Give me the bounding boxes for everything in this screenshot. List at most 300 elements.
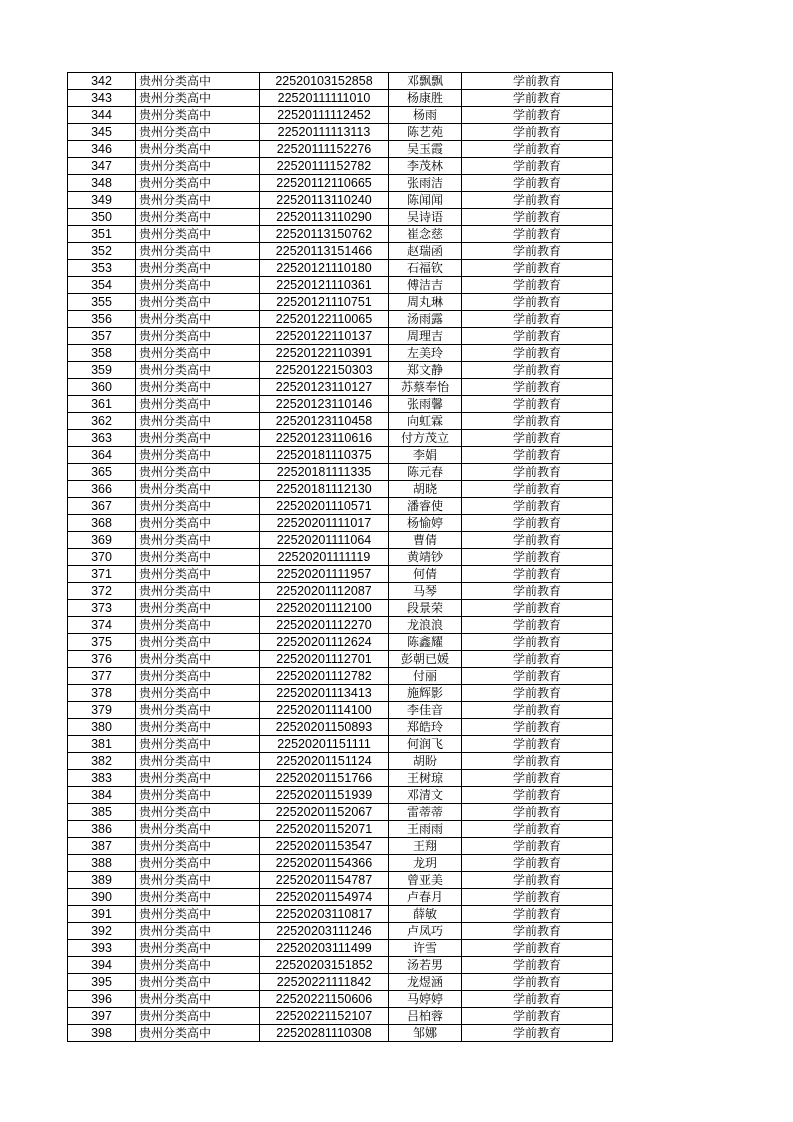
table-row bbox=[68, 73, 613, 90]
student-name-cell: 吕柏蓉 bbox=[389, 1008, 462, 1025]
admission-type-cell: 贵州分类高中 bbox=[136, 464, 260, 481]
major-cell: 学前教育 bbox=[462, 770, 613, 787]
admission-type-cell: 贵州分类高中 bbox=[136, 328, 260, 345]
major-cell: 学前教育 bbox=[462, 974, 613, 991]
admission-type-cell: 贵州分类高中 bbox=[136, 243, 260, 260]
major-cell: 学前教育 bbox=[462, 447, 613, 464]
major-cell: 学前教育 bbox=[462, 753, 613, 770]
row-number-cell: 387 bbox=[68, 838, 136, 855]
admission-type-cell: 贵州分类高中 bbox=[136, 107, 260, 124]
admission-type-cell: 贵州分类高中 bbox=[136, 277, 260, 294]
table-body bbox=[68, 73, 613, 1042]
table-row bbox=[68, 974, 613, 991]
table-row bbox=[68, 532, 613, 549]
exam-id-cell: 22520203111499 bbox=[260, 940, 389, 957]
row-number-cell: 384 bbox=[68, 787, 136, 804]
admission-type-cell: 贵州分类高中 bbox=[136, 260, 260, 277]
row-number-cell: 367 bbox=[68, 498, 136, 515]
table-row bbox=[68, 175, 613, 192]
exam-id-cell: 22520111152782 bbox=[260, 158, 389, 175]
admission-type-cell: 贵州分类高中 bbox=[136, 192, 260, 209]
admission-type-cell: 贵州分类高中 bbox=[136, 158, 260, 175]
exam-id-cell: 22520181110375 bbox=[260, 447, 389, 464]
exam-id-cell: 22520111152276 bbox=[260, 141, 389, 158]
row-number-cell: 357 bbox=[68, 328, 136, 345]
student-name-cell: 陈鑫耀 bbox=[389, 634, 462, 651]
table-row bbox=[68, 1008, 613, 1025]
major-cell: 学前教育 bbox=[462, 243, 613, 260]
row-number-cell: 391 bbox=[68, 906, 136, 923]
table-row bbox=[68, 328, 613, 345]
row-number-cell: 348 bbox=[68, 175, 136, 192]
exam-id-cell: 22520201112100 bbox=[260, 600, 389, 617]
table-row bbox=[68, 192, 613, 209]
student-name-cell: 陈艺苑 bbox=[389, 124, 462, 141]
table-row bbox=[68, 413, 613, 430]
student-name-cell: 曹倩 bbox=[389, 532, 462, 549]
student-name-cell: 胡盼 bbox=[389, 753, 462, 770]
exam-id-cell: 22520121110180 bbox=[260, 260, 389, 277]
admission-type-cell: 贵州分类高中 bbox=[136, 141, 260, 158]
exam-id-cell: 22520221150606 bbox=[260, 991, 389, 1008]
exam-id-cell: 22520201152071 bbox=[260, 821, 389, 838]
student-name-cell: 张雨馨 bbox=[389, 396, 462, 413]
admission-type-cell: 贵州分类高中 bbox=[136, 532, 260, 549]
exam-id-cell: 22520123110458 bbox=[260, 413, 389, 430]
admission-type-cell: 贵州分类高中 bbox=[136, 685, 260, 702]
table-row bbox=[68, 345, 613, 362]
student-name-cell: 郑文静 bbox=[389, 362, 462, 379]
exam-id-cell: 22520201112624 bbox=[260, 634, 389, 651]
row-number-cell: 370 bbox=[68, 549, 136, 566]
row-number-cell: 366 bbox=[68, 481, 136, 498]
major-cell: 学前教育 bbox=[462, 566, 613, 583]
admission-type-cell: 贵州分类高中 bbox=[136, 821, 260, 838]
major-cell: 学前教育 bbox=[462, 736, 613, 753]
row-number-cell: 374 bbox=[68, 617, 136, 634]
table-row bbox=[68, 260, 613, 277]
major-cell: 学前教育 bbox=[462, 906, 613, 923]
exam-id-cell: 22520112110665 bbox=[260, 175, 389, 192]
major-cell: 学前教育 bbox=[462, 311, 613, 328]
table-row bbox=[68, 889, 613, 906]
table-row bbox=[68, 651, 613, 668]
exam-id-cell: 22520201112701 bbox=[260, 651, 389, 668]
major-cell: 学前教育 bbox=[462, 209, 613, 226]
student-name-cell: 黄靖钞 bbox=[389, 549, 462, 566]
major-cell: 学前教育 bbox=[462, 141, 613, 158]
row-number-cell: 350 bbox=[68, 209, 136, 226]
table-row bbox=[68, 855, 613, 872]
exam-id-cell: 22520123110146 bbox=[260, 396, 389, 413]
exam-id-cell: 22520111113113 bbox=[260, 124, 389, 141]
admission-type-cell: 贵州分类高中 bbox=[136, 702, 260, 719]
student-name-cell: 雷蒂蒂 bbox=[389, 804, 462, 821]
row-number-cell: 351 bbox=[68, 226, 136, 243]
row-number-cell: 381 bbox=[68, 736, 136, 753]
student-name-cell: 邓清文 bbox=[389, 787, 462, 804]
row-number-cell: 349 bbox=[68, 192, 136, 209]
admission-type-cell: 贵州分类高中 bbox=[136, 838, 260, 855]
row-number-cell: 354 bbox=[68, 277, 136, 294]
table-row bbox=[68, 753, 613, 770]
admission-type-cell: 贵州分类高中 bbox=[136, 73, 260, 90]
table-row bbox=[68, 158, 613, 175]
admission-type-cell: 贵州分类高中 bbox=[136, 447, 260, 464]
row-number-cell: 359 bbox=[68, 362, 136, 379]
admission-type-cell: 贵州分类高中 bbox=[136, 991, 260, 1008]
student-name-cell: 杨康胜 bbox=[389, 90, 462, 107]
table-row bbox=[68, 379, 613, 396]
row-number-cell: 353 bbox=[68, 260, 136, 277]
admission-type-cell: 贵州分类高中 bbox=[136, 566, 260, 583]
table-row bbox=[68, 770, 613, 787]
major-cell: 学前教育 bbox=[462, 719, 613, 736]
row-number-cell: 379 bbox=[68, 702, 136, 719]
student-name-cell: 付丽 bbox=[389, 668, 462, 685]
student-name-cell: 邹娜 bbox=[389, 1025, 462, 1042]
major-cell: 学前教育 bbox=[462, 396, 613, 413]
student-name-cell: 卢凤巧 bbox=[389, 923, 462, 940]
admission-type-cell: 贵州分类高中 bbox=[136, 957, 260, 974]
exam-id-cell: 22520113110240 bbox=[260, 192, 389, 209]
major-cell: 学前教育 bbox=[462, 1008, 613, 1025]
table-row bbox=[68, 685, 613, 702]
exam-id-cell: 22520201114100 bbox=[260, 702, 389, 719]
table-row bbox=[68, 668, 613, 685]
admission-type-cell: 贵州分类高中 bbox=[136, 430, 260, 447]
table-row bbox=[68, 481, 613, 498]
table-row bbox=[68, 957, 613, 974]
student-name-cell: 王树琼 bbox=[389, 770, 462, 787]
exam-id-cell: 22520201151124 bbox=[260, 753, 389, 770]
row-number-cell: 398 bbox=[68, 1025, 136, 1042]
admission-type-cell: 贵州分类高中 bbox=[136, 226, 260, 243]
row-number-cell: 365 bbox=[68, 464, 136, 481]
exam-id-cell: 22520123110127 bbox=[260, 379, 389, 396]
admission-type-cell: 贵州分类高中 bbox=[136, 498, 260, 515]
row-number-cell: 342 bbox=[68, 73, 136, 90]
exam-id-cell: 22520201111017 bbox=[260, 515, 389, 532]
admission-type-cell: 贵州分类高中 bbox=[136, 1025, 260, 1042]
major-cell: 学前教育 bbox=[462, 430, 613, 447]
student-name-cell: 张雨洁 bbox=[389, 175, 462, 192]
admission-type-cell: 贵州分类高中 bbox=[136, 668, 260, 685]
exam-id-cell: 22520201151766 bbox=[260, 770, 389, 787]
exam-id-cell: 22520201154366 bbox=[260, 855, 389, 872]
major-cell: 学前教育 bbox=[462, 362, 613, 379]
major-cell: 学前教育 bbox=[462, 923, 613, 940]
row-number-cell: 358 bbox=[68, 345, 136, 362]
row-number-cell: 394 bbox=[68, 957, 136, 974]
major-cell: 学前教育 bbox=[462, 617, 613, 634]
exam-id-cell: 22520201112782 bbox=[260, 668, 389, 685]
row-number-cell: 382 bbox=[68, 753, 136, 770]
exam-id-cell: 22520221152107 bbox=[260, 1008, 389, 1025]
major-cell: 学前教育 bbox=[462, 702, 613, 719]
table-row bbox=[68, 498, 613, 515]
major-cell: 学前教育 bbox=[462, 413, 613, 430]
admission-type-cell: 贵州分类高中 bbox=[136, 872, 260, 889]
row-number-cell: 346 bbox=[68, 141, 136, 158]
admission-type-cell: 贵州分类高中 bbox=[136, 855, 260, 872]
major-cell: 学前教育 bbox=[462, 124, 613, 141]
exam-id-cell: 22520201151939 bbox=[260, 787, 389, 804]
table-row bbox=[68, 311, 613, 328]
admission-type-cell: 贵州分类高中 bbox=[136, 396, 260, 413]
exam-id-cell: 22520122110137 bbox=[260, 328, 389, 345]
student-name-cell: 左美玲 bbox=[389, 345, 462, 362]
table-row bbox=[68, 430, 613, 447]
row-number-cell: 390 bbox=[68, 889, 136, 906]
exam-id-cell: 22520201153547 bbox=[260, 838, 389, 855]
major-cell: 学前教育 bbox=[462, 175, 613, 192]
table-row bbox=[68, 90, 613, 107]
table-row bbox=[68, 617, 613, 634]
table-row bbox=[68, 838, 613, 855]
admission-type-cell: 贵州分类高中 bbox=[136, 175, 260, 192]
student-name-cell: 石福钦 bbox=[389, 260, 462, 277]
table-row bbox=[68, 566, 613, 583]
row-number-cell: 388 bbox=[68, 855, 136, 872]
student-name-cell: 马琴 bbox=[389, 583, 462, 600]
major-cell: 学前教育 bbox=[462, 260, 613, 277]
major-cell: 学前教育 bbox=[462, 107, 613, 124]
admission-type-cell: 贵州分类高中 bbox=[136, 413, 260, 430]
table-row bbox=[68, 396, 613, 413]
major-cell: 学前教育 bbox=[462, 498, 613, 515]
row-number-cell: 356 bbox=[68, 311, 136, 328]
major-cell: 学前教育 bbox=[462, 855, 613, 872]
row-number-cell: 361 bbox=[68, 396, 136, 413]
row-number-cell: 380 bbox=[68, 719, 136, 736]
table-row bbox=[68, 515, 613, 532]
table-row bbox=[68, 991, 613, 1008]
admission-type-cell: 贵州分类高中 bbox=[136, 311, 260, 328]
row-number-cell: 377 bbox=[68, 668, 136, 685]
row-number-cell: 364 bbox=[68, 447, 136, 464]
table-row bbox=[68, 702, 613, 719]
student-name-cell: 陈闻闻 bbox=[389, 192, 462, 209]
admission-type-cell: 贵州分类高中 bbox=[136, 124, 260, 141]
student-name-cell: 周理吉 bbox=[389, 328, 462, 345]
exam-id-cell: 22520113150762 bbox=[260, 226, 389, 243]
student-name-cell: 何润飞 bbox=[389, 736, 462, 753]
major-cell: 学前教育 bbox=[462, 583, 613, 600]
major-cell: 学前教育 bbox=[462, 957, 613, 974]
exam-id-cell: 22520201111119 bbox=[260, 549, 389, 566]
table-row bbox=[68, 583, 613, 600]
major-cell: 学前教育 bbox=[462, 634, 613, 651]
table-row bbox=[68, 600, 613, 617]
table-row bbox=[68, 787, 613, 804]
row-number-cell: 347 bbox=[68, 158, 136, 175]
major-cell: 学前教育 bbox=[462, 294, 613, 311]
student-name-cell: 汤若男 bbox=[389, 957, 462, 974]
admission-type-cell: 贵州分类高中 bbox=[136, 974, 260, 991]
student-name-cell: 汤雨露 bbox=[389, 311, 462, 328]
exam-id-cell: 22520113110290 bbox=[260, 209, 389, 226]
student-name-cell: 邓飘飘 bbox=[389, 73, 462, 90]
admission-type-cell: 贵州分类高中 bbox=[136, 515, 260, 532]
major-cell: 学前教育 bbox=[462, 600, 613, 617]
row-number-cell: 345 bbox=[68, 124, 136, 141]
table-row bbox=[68, 464, 613, 481]
admission-type-cell: 贵州分类高中 bbox=[136, 906, 260, 923]
major-cell: 学前教育 bbox=[462, 1025, 613, 1042]
admission-type-cell: 贵州分类高中 bbox=[136, 923, 260, 940]
student-name-cell: 许雪 bbox=[389, 940, 462, 957]
row-number-cell: 362 bbox=[68, 413, 136, 430]
major-cell: 学前教育 bbox=[462, 804, 613, 821]
row-number-cell: 393 bbox=[68, 940, 136, 957]
row-number-cell: 385 bbox=[68, 804, 136, 821]
major-cell: 学前教育 bbox=[462, 651, 613, 668]
student-name-cell: 龙浪浪 bbox=[389, 617, 462, 634]
table-row bbox=[68, 141, 613, 158]
admission-type-cell: 贵州分类高中 bbox=[136, 379, 260, 396]
student-name-cell: 陈元春 bbox=[389, 464, 462, 481]
exam-id-cell: 22520122150303 bbox=[260, 362, 389, 379]
exam-id-cell: 22520201152067 bbox=[260, 804, 389, 821]
exam-id-cell: 22520203110817 bbox=[260, 906, 389, 923]
row-number-cell: 396 bbox=[68, 991, 136, 1008]
student-name-cell: 吴玉霞 bbox=[389, 141, 462, 158]
table-row bbox=[68, 634, 613, 651]
exam-id-cell: 22520113151466 bbox=[260, 243, 389, 260]
admission-type-cell: 贵州分类高中 bbox=[136, 294, 260, 311]
major-cell: 学前教育 bbox=[462, 379, 613, 396]
table-row bbox=[68, 362, 613, 379]
row-number-cell: 343 bbox=[68, 90, 136, 107]
exam-id-cell: 22520203151852 bbox=[260, 957, 389, 974]
student-name-cell: 杨愉婷 bbox=[389, 515, 462, 532]
admission-type-cell: 贵州分类高中 bbox=[136, 889, 260, 906]
admission-type-cell: 贵州分类高中 bbox=[136, 736, 260, 753]
row-number-cell: 376 bbox=[68, 651, 136, 668]
student-name-cell: 王雨雨 bbox=[389, 821, 462, 838]
admission-type-cell: 贵州分类高中 bbox=[136, 804, 260, 821]
exam-id-cell: 22520121110751 bbox=[260, 294, 389, 311]
admission-type-cell: 贵州分类高中 bbox=[136, 940, 260, 957]
major-cell: 学前教育 bbox=[462, 464, 613, 481]
student-name-cell: 王翔 bbox=[389, 838, 462, 855]
admission-type-cell: 贵州分类高中 bbox=[136, 600, 260, 617]
table-row bbox=[68, 906, 613, 923]
major-cell: 学前教育 bbox=[462, 940, 613, 957]
major-cell: 学前教育 bbox=[462, 90, 613, 107]
admission-type-cell: 贵州分类高中 bbox=[136, 1008, 260, 1025]
student-name-cell: 龙煜涵 bbox=[389, 974, 462, 991]
row-number-cell: 372 bbox=[68, 583, 136, 600]
student-name-cell: 薛敏 bbox=[389, 906, 462, 923]
student-name-cell: 苏蔡奉怡 bbox=[389, 379, 462, 396]
exam-id-cell: 22520103152858 bbox=[260, 73, 389, 90]
table-row bbox=[68, 719, 613, 736]
student-name-cell: 曾亚美 bbox=[389, 872, 462, 889]
table-row bbox=[68, 226, 613, 243]
exam-id-cell: 22520111111010 bbox=[260, 90, 389, 107]
exam-id-cell: 22520122110391 bbox=[260, 345, 389, 362]
table-row bbox=[68, 923, 613, 940]
student-name-cell: 马婷婷 bbox=[389, 991, 462, 1008]
exam-id-cell: 22520201113413 bbox=[260, 685, 389, 702]
major-cell: 学前教育 bbox=[462, 838, 613, 855]
student-name-cell: 潘睿使 bbox=[389, 498, 462, 515]
admission-type-cell: 贵州分类高中 bbox=[136, 583, 260, 600]
major-cell: 学前教育 bbox=[462, 192, 613, 209]
major-cell: 学前教育 bbox=[462, 73, 613, 90]
major-cell: 学前教育 bbox=[462, 345, 613, 362]
student-name-cell: 彭朝已媛 bbox=[389, 651, 462, 668]
row-number-cell: 389 bbox=[68, 872, 136, 889]
major-cell: 学前教育 bbox=[462, 515, 613, 532]
exam-id-cell: 22520201154974 bbox=[260, 889, 389, 906]
student-name-cell: 赵瑞函 bbox=[389, 243, 462, 260]
table-row bbox=[68, 549, 613, 566]
exam-id-cell: 22520203111246 bbox=[260, 923, 389, 940]
exam-id-cell: 22520201112087 bbox=[260, 583, 389, 600]
row-number-cell: 386 bbox=[68, 821, 136, 838]
admission-type-cell: 贵州分类高中 bbox=[136, 617, 260, 634]
admission-type-cell: 贵州分类高中 bbox=[136, 719, 260, 736]
major-cell: 学前教育 bbox=[462, 532, 613, 549]
table-row bbox=[68, 447, 613, 464]
student-name-cell: 付方茂立 bbox=[389, 430, 462, 447]
exam-id-cell: 22520201154787 bbox=[260, 872, 389, 889]
exam-id-cell: 22520123110616 bbox=[260, 430, 389, 447]
exam-id-cell: 22520181111335 bbox=[260, 464, 389, 481]
student-name-cell: 龙玥 bbox=[389, 855, 462, 872]
student-name-cell: 段景荣 bbox=[389, 600, 462, 617]
row-number-cell: 373 bbox=[68, 600, 136, 617]
student-name-cell: 周丸琳 bbox=[389, 294, 462, 311]
admission-type-cell: 贵州分类高中 bbox=[136, 549, 260, 566]
student-name-cell: 胡晓 bbox=[389, 481, 462, 498]
student-name-cell: 向虹霖 bbox=[389, 413, 462, 430]
major-cell: 学前教育 bbox=[462, 481, 613, 498]
student-name-cell: 李佳音 bbox=[389, 702, 462, 719]
row-number-cell: 383 bbox=[68, 770, 136, 787]
student-name-cell: 何倩 bbox=[389, 566, 462, 583]
admission-type-cell: 贵州分类高中 bbox=[136, 787, 260, 804]
admission-type-cell: 贵州分类高中 bbox=[136, 481, 260, 498]
row-number-cell: 344 bbox=[68, 107, 136, 124]
major-cell: 学前教育 bbox=[462, 668, 613, 685]
table-row bbox=[68, 821, 613, 838]
major-cell: 学前教育 bbox=[462, 787, 613, 804]
row-number-cell: 363 bbox=[68, 430, 136, 447]
table-row bbox=[68, 1025, 613, 1042]
table-row bbox=[68, 804, 613, 821]
student-name-cell: 施辉影 bbox=[389, 685, 462, 702]
table-row bbox=[68, 940, 613, 957]
exam-id-cell: 22520201112270 bbox=[260, 617, 389, 634]
exam-id-cell: 22520281110308 bbox=[260, 1025, 389, 1042]
row-number-cell: 392 bbox=[68, 923, 136, 940]
student-name-cell: 崔念慈 bbox=[389, 226, 462, 243]
major-cell: 学前教育 bbox=[462, 821, 613, 838]
exam-id-cell: 22520201111957 bbox=[260, 566, 389, 583]
admission-type-cell: 贵州分类高中 bbox=[136, 753, 260, 770]
table-row bbox=[68, 243, 613, 260]
row-number-cell: 378 bbox=[68, 685, 136, 702]
major-cell: 学前教育 bbox=[462, 277, 613, 294]
major-cell: 学前教育 bbox=[462, 328, 613, 345]
table-row bbox=[68, 872, 613, 889]
admission-type-cell: 贵州分类高中 bbox=[136, 209, 260, 226]
row-number-cell: 375 bbox=[68, 634, 136, 651]
